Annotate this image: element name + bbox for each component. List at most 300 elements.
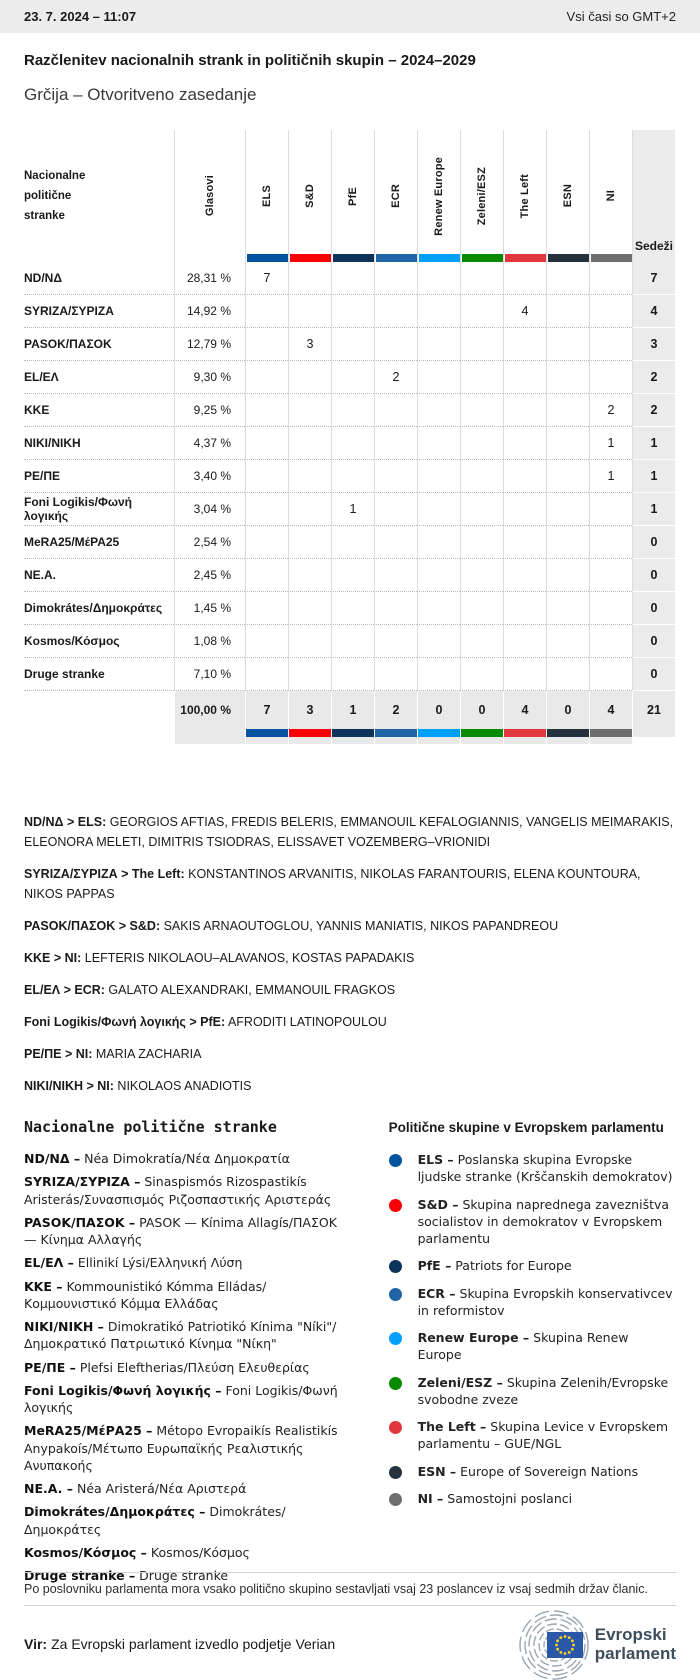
group-seats-cell <box>546 625 589 658</box>
totals-votes-cell: 100,00 % <box>174 691 245 729</box>
group-color-bar <box>419 254 460 262</box>
delegation-members: GEORGIOS AFTIAS, FREDIS BELERIS, EMMANOUIL KEFALOGIANNIS, VANGELIS MEIMARAKIS, ELEONORA MELETI, DIMITRIS TSIODRAS, ELISSAVET VOZEMBERG–VRIONIDI <box>24 815 674 849</box>
group-seats-cell <box>546 493 589 526</box>
top-status-bar <box>0 0 700 33</box>
delegation-members: KONSTANTINOS ARVANITIS, NIKOLAS FARANTOURIS, ELENA KOUNTOURA, NIKOS PAPPAS <box>24 867 641 901</box>
source-credit <box>24 1636 335 1652</box>
votes-cell: 4,37 % <box>174 427 245 460</box>
votes-cell: 1,08 % <box>174 625 245 658</box>
group-column-header <box>331 130 374 262</box>
group-seats-cell <box>331 262 374 295</box>
group-color-bar <box>332 729 374 737</box>
legend-group-abbr: NI – <box>417 1490 444 1506</box>
totals-bar-spacer <box>589 737 632 744</box>
group-color-dot-icon <box>389 1332 402 1345</box>
group-column-header <box>417 130 460 262</box>
group-seats-cell <box>374 658 417 691</box>
group-seats-cell <box>546 460 589 493</box>
group-seats-cell <box>288 262 331 295</box>
group-seats-cell <box>417 592 460 625</box>
group-seats-cell <box>417 625 460 658</box>
totals-color-bar-cell <box>460 729 503 737</box>
votes-cell: 12,79 % <box>174 328 245 361</box>
legend-party-name: Dimokrátes/Δημοκράτες – <box>24 1504 206 1520</box>
legend-group-text <box>418 1463 639 1480</box>
legend-party-item <box>24 1544 349 1561</box>
table-row <box>24 526 676 559</box>
legend-party-item <box>24 1254 349 1271</box>
votes-cell: 28,31 % <box>174 262 245 295</box>
seats-cell: 0 <box>632 559 675 592</box>
group-seats-cell <box>374 427 417 460</box>
totals-color-bar-cell <box>245 729 288 737</box>
group-column-header <box>503 130 546 262</box>
group-color-bar <box>289 729 331 737</box>
votes-cell: 2,54 % <box>174 526 245 559</box>
group-seats-cell <box>460 460 503 493</box>
legend-party-name: KKE – <box>24 1278 63 1294</box>
delegation-line <box>24 948 676 968</box>
group-seats-cell <box>460 625 503 658</box>
group-seats-cell <box>546 262 589 295</box>
votes-cell: 2,45 % <box>174 559 245 592</box>
group-seats-cell <box>288 361 331 394</box>
table-row <box>24 361 676 394</box>
legend-group-desc: Skupina naprednega zavezništva socialistov in demokratov v Evropskem parlamentu <box>417 1196 670 1246</box>
group-seats-cell <box>374 526 417 559</box>
legend-party-item <box>24 1173 349 1208</box>
group-seats-cell <box>546 559 589 592</box>
delegation-party-group: PE/ΠΕ > NI: <box>24 1047 93 1061</box>
legend-political-groups <box>389 1118 676 1590</box>
group-seats-cell <box>331 394 374 427</box>
group-color-bar <box>461 729 503 737</box>
page-title: Razčlenitev nacionalnih strank in političnih skupin – 2024–2029 <box>24 52 476 69</box>
party-name-cell: MeRA25/ΜέΡΑ25 <box>24 526 174 559</box>
group-color-bar <box>547 729 589 737</box>
party-name-cell: Foni Logikis/Φωνή λογικής <box>24 493 174 526</box>
group-seats-cell <box>245 559 288 592</box>
group-seats-cell <box>546 295 589 328</box>
group-seats-cell <box>589 625 632 658</box>
legend-group-item <box>389 1285 676 1320</box>
table-row <box>24 559 676 592</box>
totals-pad-row <box>24 737 676 744</box>
group-column-label: S&D <box>304 184 316 208</box>
totals-seats-cell: 21 <box>632 691 675 729</box>
seats-cell: 2 <box>632 394 675 427</box>
table-header-row <box>24 130 676 262</box>
group-seats-cell <box>417 361 460 394</box>
group-color-dot-icon <box>389 1466 402 1479</box>
delegation-members: LEFTERIS NIKOLAOU–ALAVANOS, KOSTAS PAPADAKIS <box>81 951 415 965</box>
group-color-bar <box>462 254 503 262</box>
group-seats-cell <box>589 262 632 295</box>
delegation-members: GALATO ALEXANDRAKI, EMMANOUIL FRAGKOS <box>104 983 396 997</box>
group-seats-cell <box>288 460 331 493</box>
legend-group-abbr: PfE – <box>417 1258 452 1274</box>
delegation-lists <box>24 812 676 1108</box>
legend-national-parties <box>24 1118 349 1590</box>
legend-party-desc: Kosmos/Κόσμος <box>146 1544 250 1560</box>
totals-bar-spacer <box>460 737 503 744</box>
report-datetime: 23. 7. 2024 – 11:07 <box>24 9 137 24</box>
votes-cell: 9,30 % <box>174 361 245 394</box>
ep-logo-text: Evropski parlament <box>594 1624 676 1663</box>
group-column-label: ESN <box>562 184 574 208</box>
legend-party-desc: Néa Dimokratía/Νέα Δημοκρατία <box>80 1151 290 1166</box>
totals-color-bar-cell <box>546 729 589 737</box>
group-seats-cell <box>245 625 288 658</box>
legend-party-name: NIKI/ΝΙΚΗ – <box>24 1319 104 1334</box>
seats-cell: 7 <box>632 262 675 295</box>
group-color-bar <box>590 729 632 737</box>
group-seats-cell <box>460 493 503 526</box>
delegation-party-group: EL/ΕΛ > ECR: <box>24 983 105 997</box>
legend-group-text <box>418 1285 676 1320</box>
group-seats-cell <box>503 361 546 394</box>
party-name-cell: ND/ΝΔ <box>24 262 174 295</box>
delegation-party-group: KKE > NI: <box>24 951 82 965</box>
group-seats-cell <box>460 526 503 559</box>
legend-group-item <box>389 1329 676 1364</box>
legend-group-text <box>418 1196 676 1248</box>
group-seats-cell <box>503 328 546 361</box>
group-seats-cell <box>331 658 374 691</box>
group-seats-cell <box>417 493 460 526</box>
group-seats-cell <box>245 526 288 559</box>
table-row <box>24 328 676 361</box>
group-seats-cell <box>288 625 331 658</box>
group-color-dot-icon <box>389 1288 402 1301</box>
group-seats-cell <box>546 361 589 394</box>
legend-group-abbr: Renew Europe – <box>417 1330 530 1345</box>
legend-group-desc: Europe of Sovereign Nations <box>456 1463 639 1479</box>
group-color-bar <box>591 254 632 262</box>
seats-cell: 2 <box>632 361 675 394</box>
delegation-line <box>24 812 676 852</box>
group-seats-cell <box>589 328 632 361</box>
group-seats-cell <box>288 658 331 691</box>
group-color-bar <box>504 729 546 737</box>
legend-party-item <box>24 1278 349 1313</box>
source-label: Vir: <box>24 1636 48 1652</box>
legend-party-desc: Métopo Evropaikís Realistikís Anypakoís/Μέτωπο Ευρωπαϊκής Ρεαλιστικής Ανυπακοής <box>24 1423 338 1473</box>
group-seats-cell <box>331 295 374 328</box>
legend-party-item <box>24 1503 349 1538</box>
legend-group-item <box>389 1490 676 1507</box>
group-seats-cell <box>503 262 546 295</box>
group-seats-cell <box>288 592 331 625</box>
legend-groups-heading: Politične skupine v Evropskem parlamentu <box>388 1120 664 1135</box>
table-row <box>24 460 676 493</box>
group-seats-cell <box>589 559 632 592</box>
group-seats-cell <box>245 493 288 526</box>
legend-party-name: ND/ΝΔ – <box>24 1151 81 1166</box>
group-seats-cell <box>460 658 503 691</box>
group-color-bar <box>246 729 288 737</box>
seats-cell: 0 <box>632 526 675 559</box>
legend-group-item <box>389 1374 676 1409</box>
seats-cell: 3 <box>632 328 675 361</box>
totals-bar-spacer <box>174 737 245 744</box>
group-color-dot-icon <box>389 1421 402 1434</box>
votes-cell: 1,45 % <box>174 592 245 625</box>
group-color-bar <box>548 254 589 262</box>
rule-note: Po poslovniku parlamenta mora vsako politično skupino sestavljati vsaj 23 poslancev iz vsaj sedmih držav članic. <box>24 1582 648 1596</box>
group-seats-cell: 7 <box>245 262 288 295</box>
delegation-party-group: PASOK/ΠΑΣΟΚ > S&D: <box>24 919 161 933</box>
seats-column-header: Sedeži <box>632 130 675 262</box>
delegation-party-group: NIKI/ΝΙΚΗ > NI: <box>24 1079 114 1093</box>
group-seats-cell: 1 <box>331 493 374 526</box>
legend-party-item <box>24 1318 349 1353</box>
group-color-dot-icon <box>389 1154 402 1167</box>
legend-group-item <box>389 1151 676 1186</box>
delegation-members: SAKIS ARNAOUTOGLOU, YANNIS MANIATIS, NIKOS PAPANDREOU <box>160 919 559 933</box>
group-column-header <box>245 130 288 262</box>
totals-group-cell: 0 <box>417 691 460 729</box>
legend-party-item <box>24 1480 349 1497</box>
group-seats-cell: 2 <box>589 394 632 427</box>
title-section <box>24 52 676 105</box>
group-seats-cell: 1 <box>589 460 632 493</box>
totals-bar-spacer <box>417 737 460 744</box>
table-totals <box>24 691 676 744</box>
legend-group-abbr: ESN – <box>417 1463 457 1479</box>
group-seats-cell <box>503 460 546 493</box>
votes-cell: 9,25 % <box>174 394 245 427</box>
totals-group-cell: 0 <box>460 691 503 729</box>
totals-bar-spacer <box>245 737 288 744</box>
legend-group-desc: Poslanska skupina Evropske ljudske stranke (Krščanskih demokratov) <box>417 1152 673 1185</box>
ep-hemicycle-icon <box>491 1608 591 1680</box>
legend-party-item <box>24 1150 349 1167</box>
totals-color-bar-cell <box>503 729 546 737</box>
table-row <box>24 625 676 658</box>
totals-bar-spacer <box>374 737 417 744</box>
legend-group-text <box>418 1151 676 1186</box>
party-name-cell: NE.A. <box>24 559 174 592</box>
group-seats-cell <box>417 526 460 559</box>
delegation-party-group: ND/ΝΔ > ELS: <box>24 815 107 829</box>
footer-section <box>24 1572 676 1680</box>
votes-column-header: Glasovi <box>174 130 245 262</box>
seats-cell: 0 <box>632 592 675 625</box>
delegation-members: NIKOLAOS ANADIOTIS <box>113 1079 252 1093</box>
table-row <box>24 262 676 295</box>
delegation-line <box>24 1044 676 1064</box>
legend-party-name: NE.A. – <box>24 1481 74 1496</box>
legend-group-text <box>418 1490 573 1507</box>
group-seats-cell <box>503 526 546 559</box>
group-seats-cell: 1 <box>589 427 632 460</box>
group-seats-cell: 2 <box>374 361 417 394</box>
group-seats-cell <box>331 559 374 592</box>
legend-group-abbr: Zeleni/ESZ – <box>417 1374 503 1390</box>
group-seats-cell <box>245 295 288 328</box>
group-seats-cell <box>503 658 546 691</box>
legend-group-desc: Skupina Evropskih konservativcev in reformistov <box>417 1285 673 1318</box>
delegation-line <box>24 864 676 904</box>
totals-color-bar-cell <box>331 729 374 737</box>
group-column-label: The Left <box>519 173 531 219</box>
totals-bar-spacer <box>24 729 174 737</box>
group-seats-cell <box>288 526 331 559</box>
totals-bar-spacer <box>331 737 374 744</box>
group-seats-cell <box>460 328 503 361</box>
group-seats-cell <box>503 394 546 427</box>
group-column-header <box>288 130 331 262</box>
results-table <box>24 130 676 744</box>
totals-bar-spacer <box>546 737 589 744</box>
group-seats-cell <box>546 592 589 625</box>
totals-group-cell: 1 <box>331 691 374 729</box>
group-seats-cell <box>546 658 589 691</box>
legend-party-item <box>24 1359 349 1376</box>
group-seats-cell <box>331 361 374 394</box>
group-seats-cell <box>503 592 546 625</box>
legend-party-name: MeRA25/ΜέΡΑ25 – <box>24 1423 153 1439</box>
totals-group-cell: 3 <box>288 691 331 729</box>
group-seats-cell <box>245 427 288 460</box>
legend-party-desc: Foni Logikis/Φωνή λογικής <box>24 1382 338 1415</box>
seats-cell: 0 <box>632 625 675 658</box>
group-seats-cell <box>374 460 417 493</box>
legend-group-abbr: The Left – <box>417 1419 487 1434</box>
legend-party-desc: Néa Aristerá/Νέα Αριστερά <box>73 1481 247 1496</box>
totals-group-cell: 7 <box>245 691 288 729</box>
european-parliament-logo <box>491 1608 676 1680</box>
party-name-cell: Kosmos/Κόσμος <box>24 625 174 658</box>
group-seats-cell <box>417 262 460 295</box>
group-seats-cell <box>417 328 460 361</box>
party-name-cell: EL/ΕΛ <box>24 361 174 394</box>
totals-color-bar-cell <box>288 729 331 737</box>
totals-bar-spacer <box>174 729 245 737</box>
table-row <box>24 427 676 460</box>
legend-group-abbr: S&D – <box>417 1196 459 1212</box>
totals-bar-spacer <box>632 729 675 737</box>
legend-party-desc: Druge stranke <box>135 1568 229 1583</box>
legend-party-desc: PASOK — Kínima Allagís/ΠΑΣΟΚ — Κίνημα Αλλαγής <box>24 1214 337 1247</box>
legend-group-item <box>389 1196 676 1248</box>
legend-group-abbr: ECR – <box>417 1285 456 1301</box>
group-seats-cell <box>245 394 288 427</box>
group-seats-cell <box>374 493 417 526</box>
legend-party-desc: Dimokratikó Patriotikó Kínima "Níki"/Δημοκρατικό Πατριωτικό Κίνημα "Νίκη" <box>24 1319 337 1352</box>
group-seats-cell <box>374 262 417 295</box>
group-seats-cell <box>374 625 417 658</box>
group-color-bar <box>375 729 417 737</box>
legend-party-name: SYRIZA/ΣΥΡΙΖΑ – <box>24 1174 141 1190</box>
group-seats-cell <box>374 394 417 427</box>
legend-party-desc: Ellinikí Lýsi/Ελληνική Λύση <box>73 1255 243 1271</box>
group-seats-cell <box>460 427 503 460</box>
group-color-bar <box>505 254 546 262</box>
totals-color-bar-row <box>24 729 676 737</box>
legend-party-item <box>24 1214 349 1249</box>
legend-parties-list <box>24 1150 349 1584</box>
totals-bar-spacer <box>24 737 174 744</box>
table-row <box>24 394 676 427</box>
group-column-label: NI <box>605 190 617 202</box>
group-seats-cell <box>503 559 546 592</box>
group-color-bar <box>333 254 374 262</box>
group-column-header <box>460 130 503 262</box>
legend-parties-heading: Nacionalne politične stranke <box>24 1118 277 1136</box>
totals-bar-spacer <box>503 737 546 744</box>
group-seats-cell <box>546 427 589 460</box>
delegation-line <box>24 980 676 1000</box>
group-seats-cell <box>460 559 503 592</box>
group-color-dot-icon <box>389 1260 402 1273</box>
group-seats-cell <box>331 328 374 361</box>
legend-groups-list <box>389 1151 676 1507</box>
group-seats-cell <box>589 295 632 328</box>
votes-cell: 3,40 % <box>174 460 245 493</box>
group-seats-cell <box>331 460 374 493</box>
group-seats-cell <box>503 427 546 460</box>
totals-bar-spacer <box>288 737 331 744</box>
votes-cell: 14,92 % <box>174 295 245 328</box>
legend-group-text <box>418 1374 676 1409</box>
delegation-members: AFRODITI LATINOPOULOU <box>225 1015 387 1029</box>
group-color-dot-icon <box>389 1377 402 1390</box>
seats-cell: 1 <box>632 460 675 493</box>
group-seats-cell <box>417 295 460 328</box>
table-body <box>24 262 676 691</box>
group-seats-cell <box>589 361 632 394</box>
group-seats-cell <box>331 592 374 625</box>
table-row <box>24 658 676 691</box>
page-subtitle: Grčija – Otvoritveno zasedanje <box>24 85 257 104</box>
group-seats-cell <box>503 493 546 526</box>
group-column-label: ELS <box>261 185 273 207</box>
party-column-header: Nacionalne politične stranke <box>24 169 86 223</box>
legend-group-item <box>389 1418 676 1453</box>
group-seats-cell <box>331 526 374 559</box>
table-row <box>24 493 676 526</box>
delegation-line <box>24 1012 676 1032</box>
party-name-cell: NIKI/ΝΙΚΗ <box>24 427 174 460</box>
legend-section <box>24 1118 676 1590</box>
group-column-label: Renew Europe <box>433 156 445 236</box>
legend-group-desc: Skupina Renew Europe <box>417 1330 629 1363</box>
votes-cell: 7,10 % <box>174 658 245 691</box>
legend-group-abbr: ELS – <box>417 1152 454 1167</box>
group-column-label: PfE <box>347 186 359 206</box>
legend-party-desc: Plefsi Eleftherias/Πλεύση Ελευθερίας <box>75 1359 310 1375</box>
legend-group-item <box>389 1257 676 1274</box>
party-name-cell: Druge stranke <box>24 658 174 691</box>
legend-party-name: Foni Logikis/Φωνή λογικής – <box>24 1382 222 1398</box>
seats-cell: 4 <box>632 295 675 328</box>
legend-party-name: PASOK/ΠΑΣΟΚ – <box>24 1214 136 1230</box>
table-row <box>24 295 676 328</box>
legend-party-name: EL/ΕΛ – <box>24 1255 74 1271</box>
delegation-members: MARIA ZACHARIA <box>92 1047 202 1061</box>
group-seats-cell <box>245 328 288 361</box>
party-name-cell: SYRIZA/ΣΥΡΙΖΑ <box>24 295 174 328</box>
totals-color-bar-cell <box>374 729 417 737</box>
totals-group-cell: 0 <box>546 691 589 729</box>
legend-party-item <box>24 1382 349 1417</box>
group-color-bar <box>290 254 331 262</box>
group-seats-cell <box>546 328 589 361</box>
delegation-party-group: SYRIZA/ΣΥΡΙΖΑ > The Left: <box>24 867 185 881</box>
group-seats-cell <box>288 427 331 460</box>
